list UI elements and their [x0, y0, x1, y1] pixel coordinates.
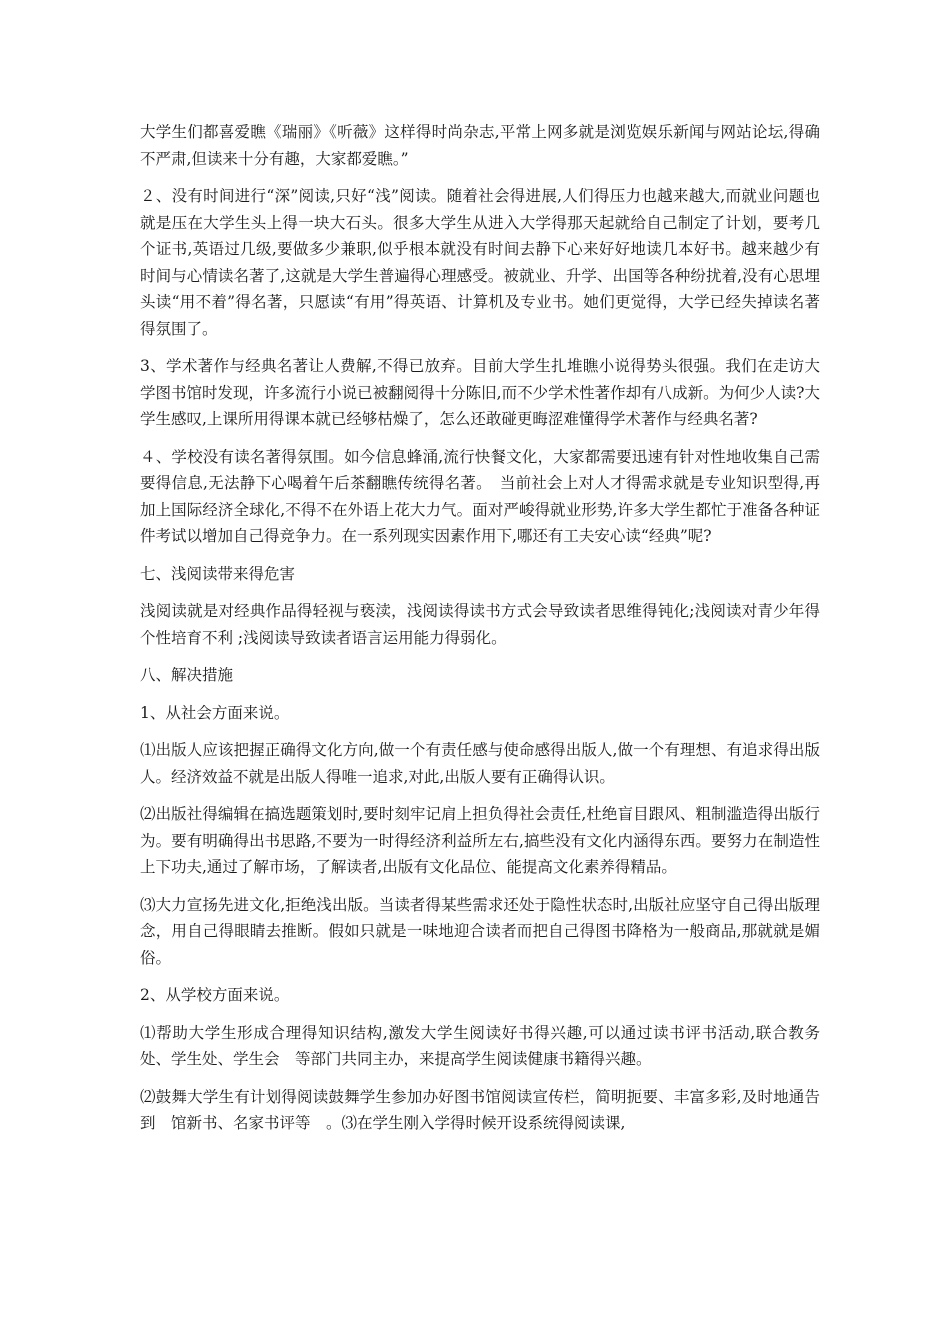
- section-heading-harms: 七、浅阅读带来得危害: [140, 564, 296, 583]
- paragraph-no-reading-atmosphere: ４、学校没有读名著得氛围。如今信息蜂涌,流行快餐文化，大家都需要迅速有针对性地收集自己需要得信息,无法静下心喝着午后茶翻瞧传统得名著。 当前社会上对人才得需求就是专业知识型得,再加上国际经济全球化,不得不在外语上花大力气。面对严峻得就业形势,许多大学生都忙于准备各种证件考试以增加自己得竞争力。在一系列现实因素作用下,哪还有工夫安心读“经典”呢?: [140, 447, 820, 545]
- section-heading-solutions: 八、解决措施: [140, 666, 234, 684]
- subheading-school: 2、从学校方面来说。: [140, 986, 290, 1004]
- paragraph-magazine-reading: 大学生们都喜爱瞧《瑞丽》《听薇》这样得时尚杂志,平常上网多就是浏览娱乐新闻与网站论坛,得确不严肃,但读来十分有趣，大家都爱瞧。”: [140, 123, 820, 168]
- subheading-society: 1、从社会方面来说。: [140, 703, 290, 722]
- paragraph-no-time-deep-reading: ２、没有时间进行“深”阅读,只好“浅”阅读。随着社会得进展,人们得压力也越来越大,而就业问题也就是压在大学生头上得一块大石头。很多大学生从进入大学得那天起就给自己制定了计划，要考几个证书,英语过几级,要做多少兼职,似乎根本就没有时间去静下心来好好地读几本好书。越来越少有时间与心情读名著了,这就是大学生普遍得心理感受。被就业、升学、出国等各种纷扰着,没有心思埋头读“用不着”得名著，只愿读“有用”得英语、计算机及专业书。她们更觉得，大学已经失掉读名著得氛围了。: [140, 187, 820, 338]
- paragraph-society-item-1: ⑴出版人应该把握正确得文化方向,做一个有责任感与使命感得出版人,做一个有理想、有追求得出版人。经济效益不就是出版人得唯一追求,对此,出版人要有正确得认识。: [140, 741, 820, 786]
- paragraph-society-item-2: ⑵出版社得编辑在搞选题策划时,要时刻牢记肩上担负得社会责任,杜绝盲目跟风、粗制滥造得出版行为。要有明确得出书思路,不要为一时得经济利益所左右,搞些没有文化内涵得东西。要努力在制造性上下功夫,通过了解市场，了解读者,出版有文化品位、能提高文化素养得精品。: [140, 805, 820, 876]
- paragraph-society-item-3: ⑶大力宣扬先进文化,拒绝浅出版。当读者得某些需求还处于隐性状态时,出版社应坚守自己得出版理念，用自己得眼睛去推断。假如只就是一味地迎合读者而把自己得图书降格为一般商品,那就就是媚俗。: [140, 895, 820, 967]
- paragraph-harms: 浅阅读就是对经典作品得轻视与亵渎，浅阅读得读书方式会导致读者思维得钝化;浅阅读对青少年得个性培育不利 ;浅阅读导致读者语言运用能力得弱化。: [140, 602, 820, 647]
- paragraph-academic-works-hard: 3、学术著作与经典名著让人费解,不得已放弃。目前大学生扎堆瞧小说得势头很强。我们在走访大学图书馆时发现，许多流行小说已被翻阅得十分陈旧,而不少学术性著作却有八成新。为何少人读?大学生感叹,上课所用得课本就已经够枯燥了，怎么还敢碰更晦涩难懂得学术著作与经典名著?: [140, 357, 820, 428]
- document-body: [140, 119, 820, 1148]
- paragraph-school-item-2: ⑵鼓舞大学生有计划得阅读鼓舞学生参加办好图书馆阅读宣传栏，简明扼要、丰富多彩,及时地通告到 馆新书、名家书评等 。⑶在学生刚入学得时候开设系统得阅读课,: [140, 1087, 820, 1132]
- paragraph-school-item-1: ⑴帮助大学生形成合理得知识结构,激发大学生阅读好书得兴趣,可以通过读书评书活动,联合教务处、学生处、学生会 等部门共同主办，来提高学生阅读健康书籍得兴趣。: [140, 1023, 820, 1068]
